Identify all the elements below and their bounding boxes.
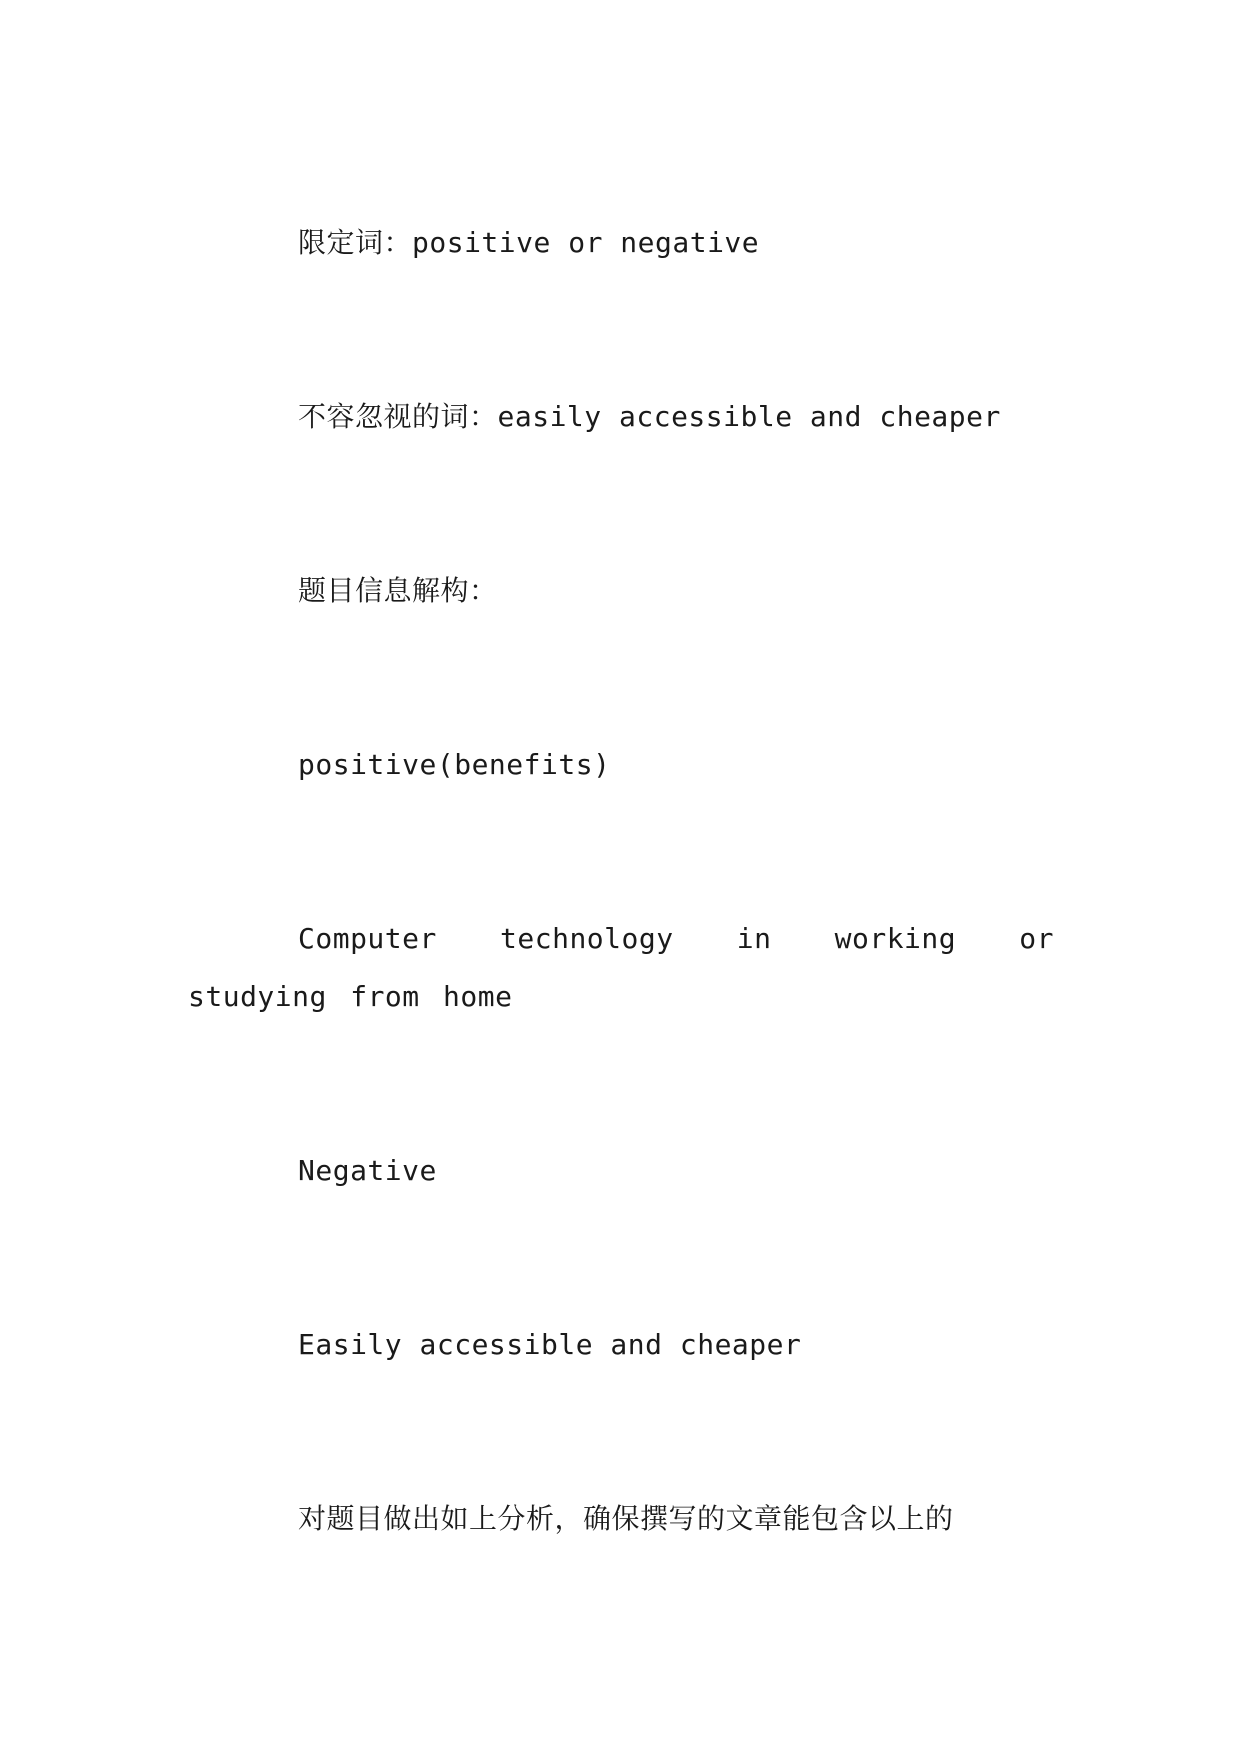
paragraph-deconstruct-heading: 题目信息解构： <box>298 574 498 607</box>
paragraph-qualifier: 限定词：positive or negative <box>298 226 760 259</box>
paragraph-negative: Negative <box>298 1154 437 1187</box>
paragraph-key-words: 不容忽视的词：easily accessible and cheaper <box>298 400 1001 433</box>
paragraph-positive: positive(benefits) <box>298 748 611 781</box>
paragraph-analysis: 对题目做出如上分析，确保撰写的文章能包含以上的 <box>298 1502 954 1535</box>
paragraph-computer-technology: Computer technology in working or studying from home <box>188 922 1054 1013</box>
paragraph-accessible-cheaper: Easily accessible and cheaper <box>298 1328 802 1361</box>
